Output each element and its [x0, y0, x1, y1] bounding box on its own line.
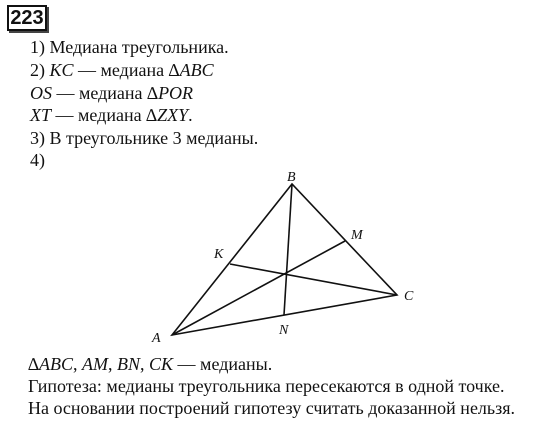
answer-line-5: 3) В треугольнике 3 медианы. [30, 128, 259, 148]
answer-line-3-text: — медиана ∆ [52, 83, 159, 103]
point-label-k: K [214, 247, 224, 262]
vertex-label-b: B [287, 170, 296, 185]
point-label-m: M [351, 228, 363, 243]
segment-xt: XT [30, 105, 52, 125]
conclusion-line-1-text: — медианы. [173, 354, 273, 374]
conclusion-line-2: Гипотеза: медианы треугольника пересекаются в одной точке. [28, 376, 505, 396]
conclusion-line-3: На основании построений гипотезу считать доказанной нельзя. [28, 398, 516, 418]
segment-kc: KC [49, 60, 74, 80]
median-bn [284, 184, 292, 315]
sep-1: , [73, 354, 83, 374]
answer-line-2-text: — медиана ∆ [73, 60, 180, 80]
problem-number-badge: 223 [7, 5, 47, 31]
triangle-por: POR [158, 83, 194, 103]
sep-3: , [140, 354, 150, 374]
answer-line-2-prefix: 2) [30, 60, 50, 80]
sep-2: , [108, 354, 118, 374]
segment-os: OS [30, 83, 52, 103]
triangle-zxy: ZXY [157, 105, 189, 125]
median-bn-label: BN [117, 354, 141, 374]
vertex-label-c: C [404, 289, 414, 304]
answer-line-4-end: . [188, 105, 193, 125]
triangle-abc-bottom: ∆ABC [28, 354, 74, 374]
median-am-label: AM [82, 354, 109, 374]
point-label-n: N [279, 323, 289, 338]
answer-line-1: 1) Медиана треугольника. [30, 37, 229, 57]
median-ck-label: CK [149, 354, 174, 374]
vertex-label-a: A [152, 331, 161, 346]
answer-line-4-text: — медиана ∆ [51, 105, 158, 125]
triangle-abc: ABC [179, 60, 214, 80]
answer-line-6: 4) [30, 150, 45, 170]
median-am [172, 241, 345, 335]
conclusion-line-1 [28, 353, 272, 375]
